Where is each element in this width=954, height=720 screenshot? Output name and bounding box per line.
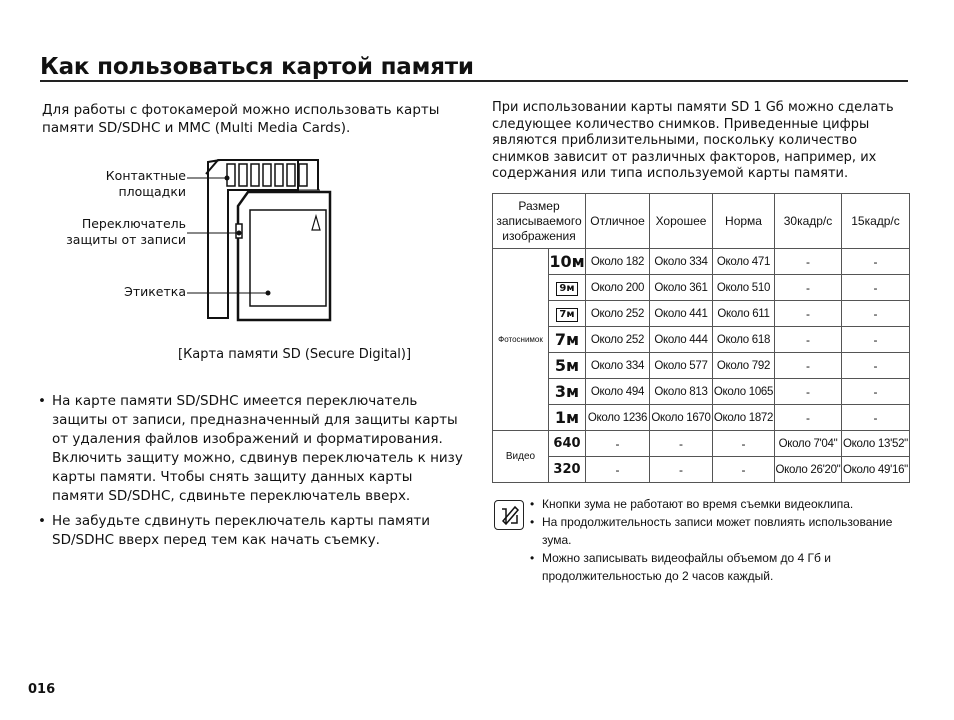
table-header-row bbox=[493, 194, 910, 249]
table-row: Видео 640 - - - Около 7'04" Около 13'52" bbox=[493, 431, 910, 457]
header-excellent: Отличное bbox=[586, 194, 650, 249]
list-item: • На карте памяти SD/SDHC имеется переключатель защиты от записи, предназначенный для защиты карты от удаления файлов изображений и форматирования. Включить защиту можно, сдвинув переключатель к низу карты памяти. Чтобы снять защиту данных карты памяти SD/SDHC, сдвиньте переключатель вверх. bbox=[38, 393, 463, 504]
label-contacts: Контактные площадки bbox=[105, 168, 186, 199]
page-title: Как пользоваться картой памяти bbox=[40, 54, 474, 80]
label-label-area: Этикетка bbox=[124, 284, 186, 299]
size-3m-icon: 3м bbox=[554, 382, 580, 401]
capacity-table bbox=[492, 193, 910, 483]
note-icon bbox=[494, 500, 524, 530]
size-9m-wide-icon: 9м bbox=[556, 282, 577, 296]
size-5m-icon: 5м bbox=[554, 356, 580, 375]
title-divider bbox=[40, 80, 908, 82]
right-intro-text: При использовании карты памяти SD 1 Gб можно сделать следующее количество снимков. Приведенные цифры являются приблизительными, поскольку количество снимков зависит от различных факторов, например, их содержания или типа используемой карты памяти. bbox=[492, 100, 894, 181]
header-good: Хорошее bbox=[650, 194, 713, 249]
notes-list bbox=[530, 495, 910, 585]
diagram-caption: [Карта памяти SD (Secure Digital)] bbox=[178, 347, 412, 362]
size-7m-wide-icon: 7м bbox=[556, 308, 577, 322]
table-row: 7м Около 252 Около 444 Около 618 - - bbox=[493, 327, 910, 353]
list-item: • Не забудьте сдвинуть переключатель карты памяти SD/SDHC вверх перед тем как начать съемку. bbox=[38, 513, 430, 548]
video-640-icon: 640 bbox=[553, 436, 581, 451]
group-photo: Фотоснимок bbox=[493, 249, 549, 431]
table-row: Фотоснимок 10м Около 182 Около 334 Около 471 - - bbox=[493, 249, 910, 275]
intro-text: Для работы с фотокамерой можно использовать карты памяти SD/SDHC и MMC (Multi Media Cards). bbox=[42, 102, 440, 136]
size-10m-icon: 10м bbox=[549, 252, 585, 271]
bullet-list bbox=[38, 392, 468, 556]
header-size: Размер записываемого изображения bbox=[493, 194, 586, 249]
sd-card-diagram bbox=[180, 150, 360, 335]
list-item: • Можно записывать видеофайлы объемом до 4 Гб и продолжительностью до 2 часов каждый. bbox=[530, 551, 831, 583]
list-item: • Кнопки зума не работают во время съемки видеоклипа. bbox=[530, 497, 854, 511]
size-1m-icon: 1м bbox=[554, 408, 580, 427]
group-video: Видео bbox=[493, 431, 549, 483]
video-320-icon: 320 bbox=[553, 462, 581, 477]
table-row: 320 - - - Около 26'20" Около 49'16" bbox=[493, 457, 910, 483]
header-normal: Норма bbox=[713, 194, 775, 249]
table-row: 3м Около 494 Около 813 Около 1065 - - bbox=[493, 379, 910, 405]
table-row: 7м Около 252 Около 441 Около 611 - - bbox=[493, 301, 910, 327]
list-item: • На продолжительность записи может повлиять использование зума. bbox=[530, 515, 893, 547]
label-write-protect-switch: Переключатель защиты от записи bbox=[66, 216, 186, 247]
table-row: 9м Около 200 Около 361 Около 510 - - bbox=[493, 275, 910, 301]
header-15fps: 15кадр/с bbox=[842, 194, 910, 249]
header-30fps: 30кадр/с bbox=[775, 194, 842, 249]
table-row: 5м Около 334 Около 577 Около 792 - - bbox=[493, 353, 910, 379]
page-number: 016 bbox=[28, 682, 56, 697]
table-row: 1м Около 1236 Около 1670 Около 1872 - - bbox=[493, 405, 910, 431]
size-7m-icon: 7м bbox=[554, 330, 580, 349]
